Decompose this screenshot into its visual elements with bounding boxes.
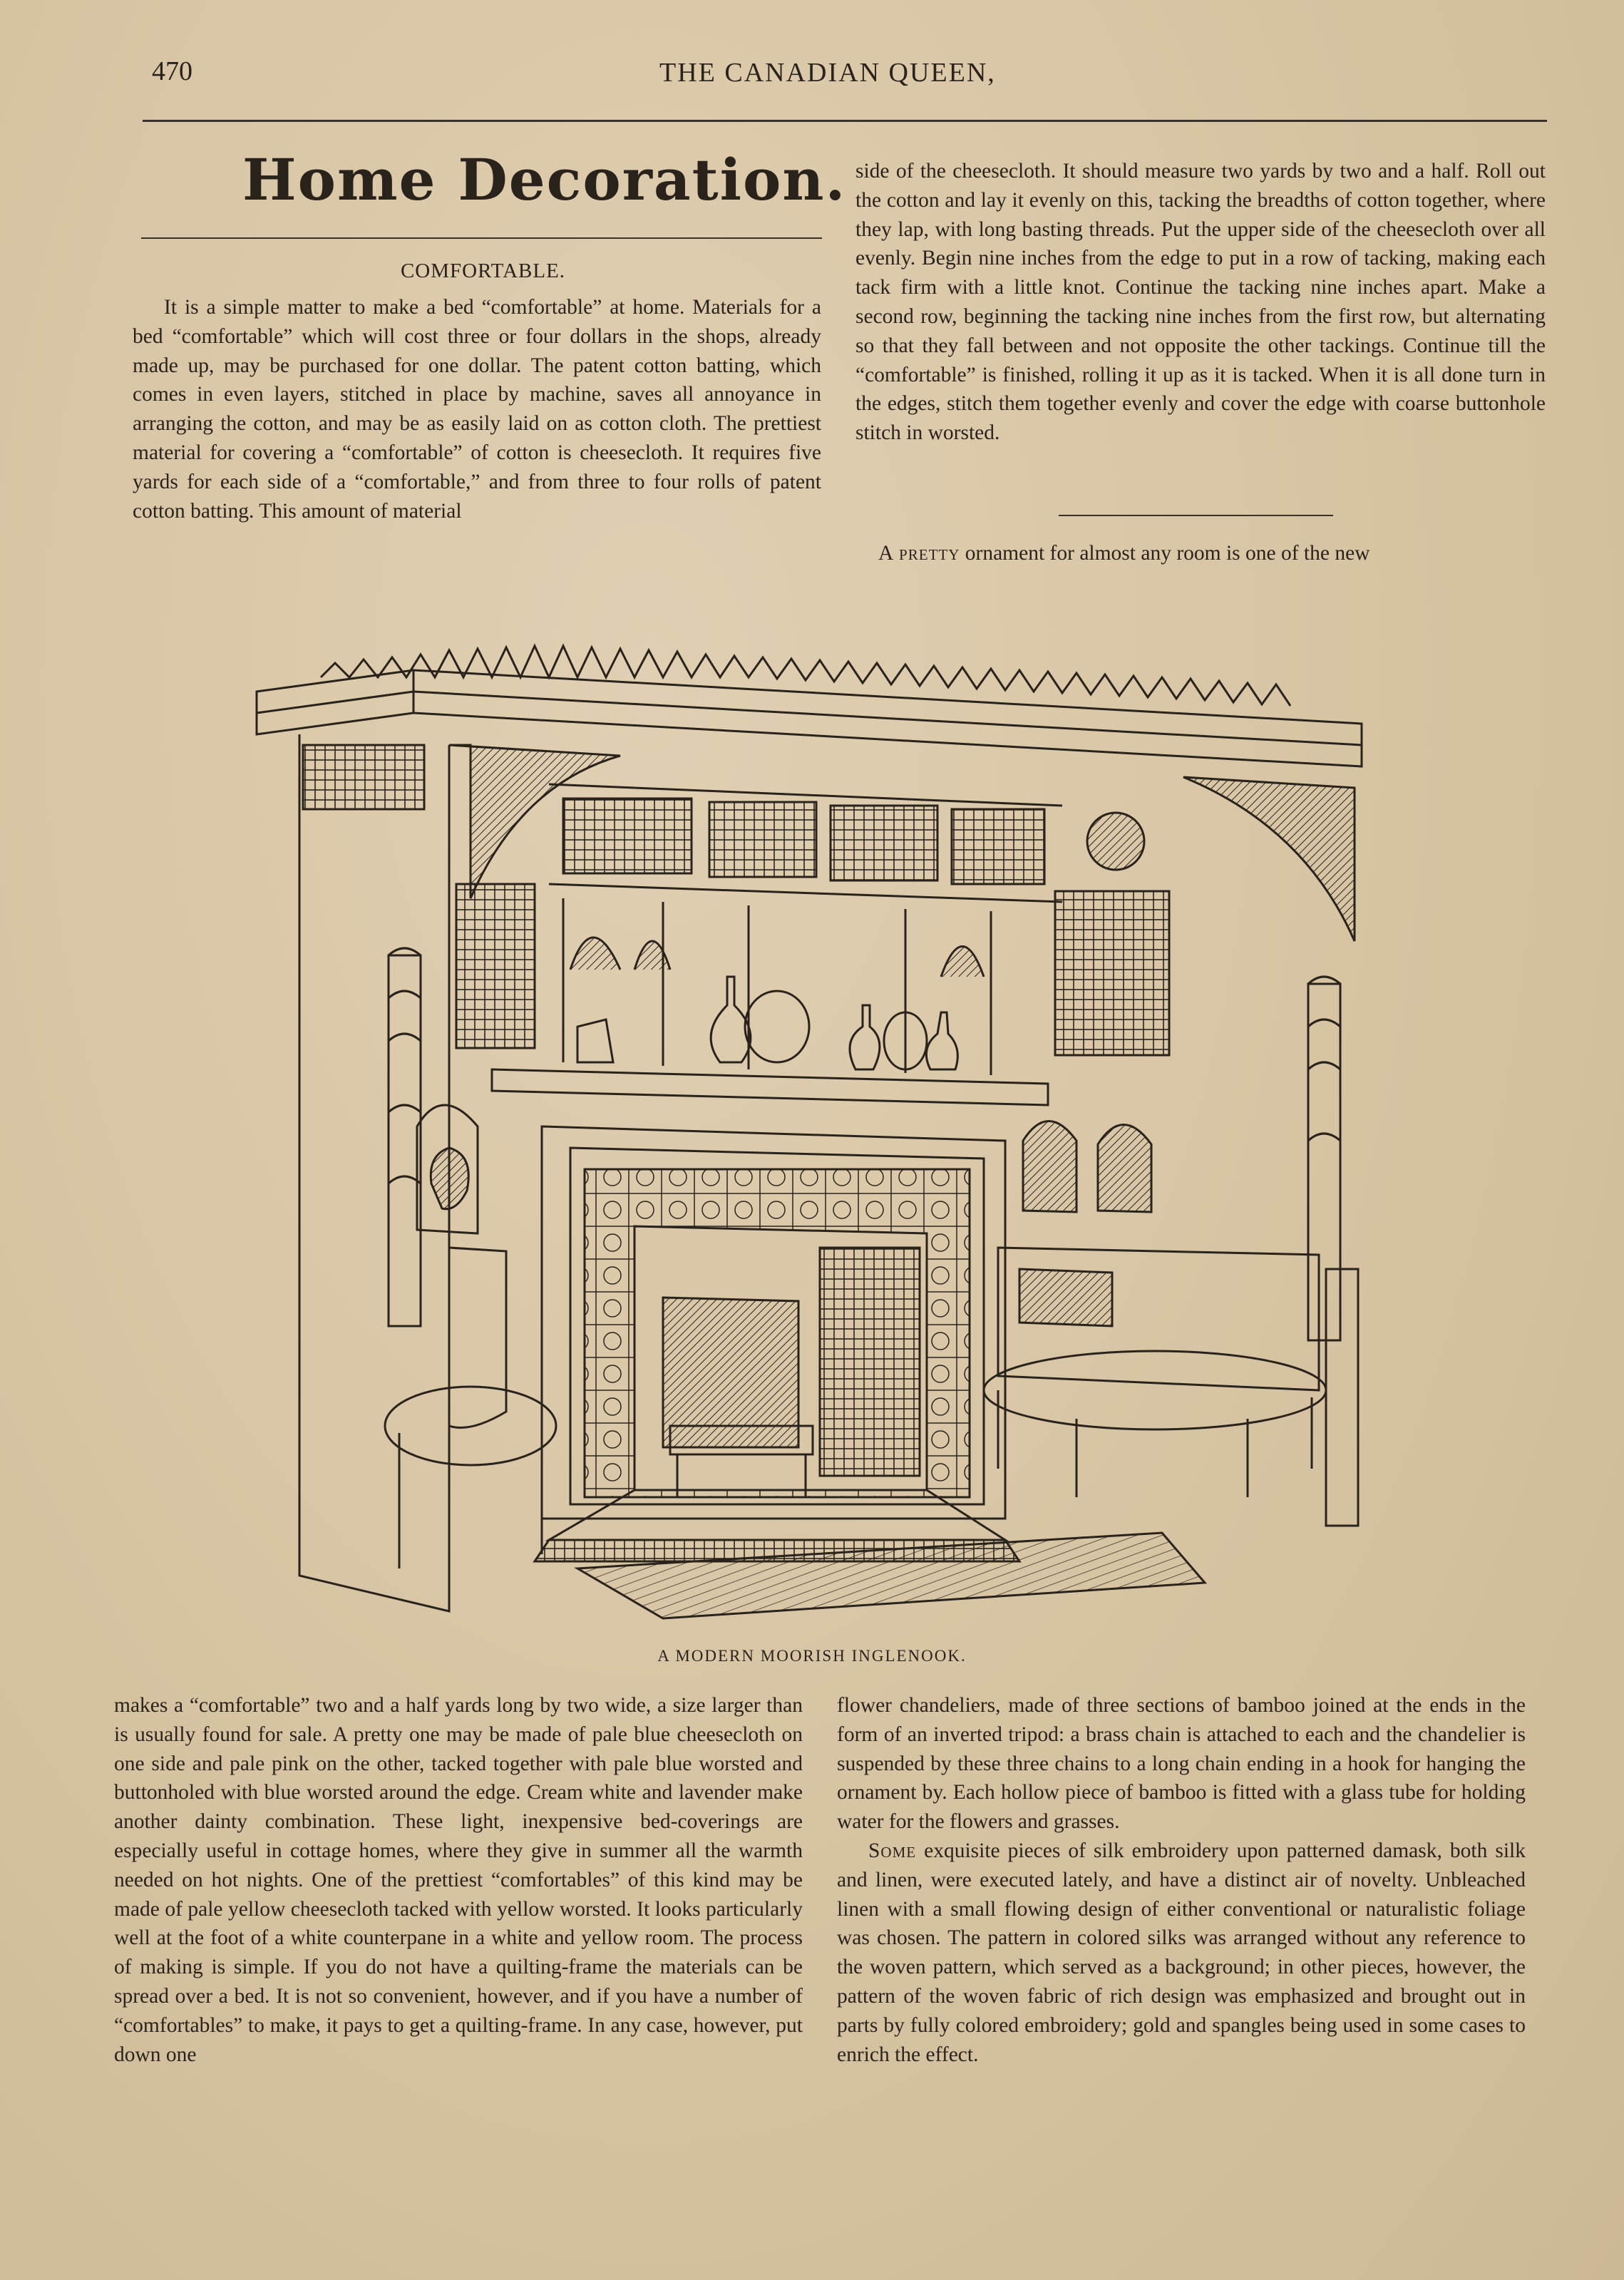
- paragraph: Some exquisite pieces of silk embroidery upon patterned damask, both silk and linen, were executed lately, and have a distinct air of novelty. Unbleached linen with a small flowing design of either conventional or naturalistic foliage was chosen. The pattern in colored silks was arranged without any reference to the woven pattern, which served as a background; in other pieces, however, the pattern of the woven fabric of rich design was emphasized and brought out in parts by fully colored embroidery; gold and spangles being used in some cases to enrich the effect.: [837, 1839, 1526, 2066]
- paragraph: flower chandeliers, made of three sections of bamboo joined at the ends in the form of an inverted tripod: a brass chain is attached to each and the chandelier is suspended by these three chains to a long chain ending in a hook for hanging the ornament by. Each hollow piece of bamboo is fitted with a glass tube for holding water for the flowers and grasses.: [837, 1694, 1526, 1834]
- title-rule: [141, 237, 822, 239]
- column-2-ornament: [855, 539, 1546, 568]
- article-title: Home Decoration.: [242, 146, 847, 213]
- header-rule: [143, 120, 1547, 122]
- section-divider: [1059, 515, 1333, 516]
- paragraph: side of the cheesecloth. It should measure two yards by two and a half. Roll out the cotton and lay it evenly on this, tacking the breadths of cotton together, where they lap, with long basting threads. Put the upper side of the cheesecloth over all evenly. Begin nine inches from the edge to put in a row of tacking, making each tack firm with a little knot. Continue the tacking nine inches apart. Make a second row, beginning the tacking nine inches from the first row, but alternating so that they fall between and not opposite the other tackings. Continue till the “comfortable” is finished, rolling it up as it is tacked. When it is all done turn in the edges, stitch them together evenly and cover the edge with coarse buttonhole stitch in worsted.: [855, 160, 1546, 445]
- column-1-top: [133, 293, 821, 525]
- inglenook-illustration: [235, 570, 1426, 1633]
- column-2-top: [855, 157, 1546, 448]
- paragraph: It is a simple matter to make a bed “comfortable” at home. Materials for a bed “comfortable” which will cost three or four dollars in the shops, already made up, may be purchased for one dollar. The patent cotton batting, which comes in even layers, stitched in place by machine, saves all annoyance in arranging the cotton, and may be as easily laid on as cotton cloth. The prettiest material for covering a “comfortable” of cotton is cheesecloth. It requires five yards for each side of a “comfortable,” and from three to four rolls of patent cotton batting. This amount of material: [133, 296, 821, 523]
- publication-title: THE CANADIAN QUEEN,: [659, 58, 996, 88]
- illustration-caption: A MODERN MOORISH INGLENOOK.: [657, 1647, 967, 1665]
- paragraph: makes a “comfortable” two and a half yards long by two wide, a size larger than is usually found for sale. A pretty one may be made of pale blue cheesecloth on one side and pale pink on the other, tacked together with pale blue worsted and buttonholed with blue worsted around the edge. Cream white and lavender make another dainty combination. These light, inexpensive bed-coverings are especially useful in cottage homes, where they give in summer all the warmth needed on hot nights. One of the prettiest “comfortables” of this kind may be made of pale yellow cheesecloth tacked with yellow worsted. It looks particularly well at the foot of a white counterpane in a white and yellow room. The process of making is simple. If you do not have a quilting-frame the materials can be spread over a bed. It is not so convenient, however, and if you have a number of “comfortables” to make, it pays to get a quilting-frame. In any case, however, put down one: [114, 1694, 803, 2066]
- column-1-bottom: [114, 1691, 803, 2069]
- page-number: 470: [152, 56, 192, 86]
- column-2-bottom: [837, 1691, 1526, 2069]
- paragraph: A pretty ornament for almost any room is one of the new: [878, 542, 1370, 565]
- section-subhead: COMFORTABLE.: [400, 260, 566, 282]
